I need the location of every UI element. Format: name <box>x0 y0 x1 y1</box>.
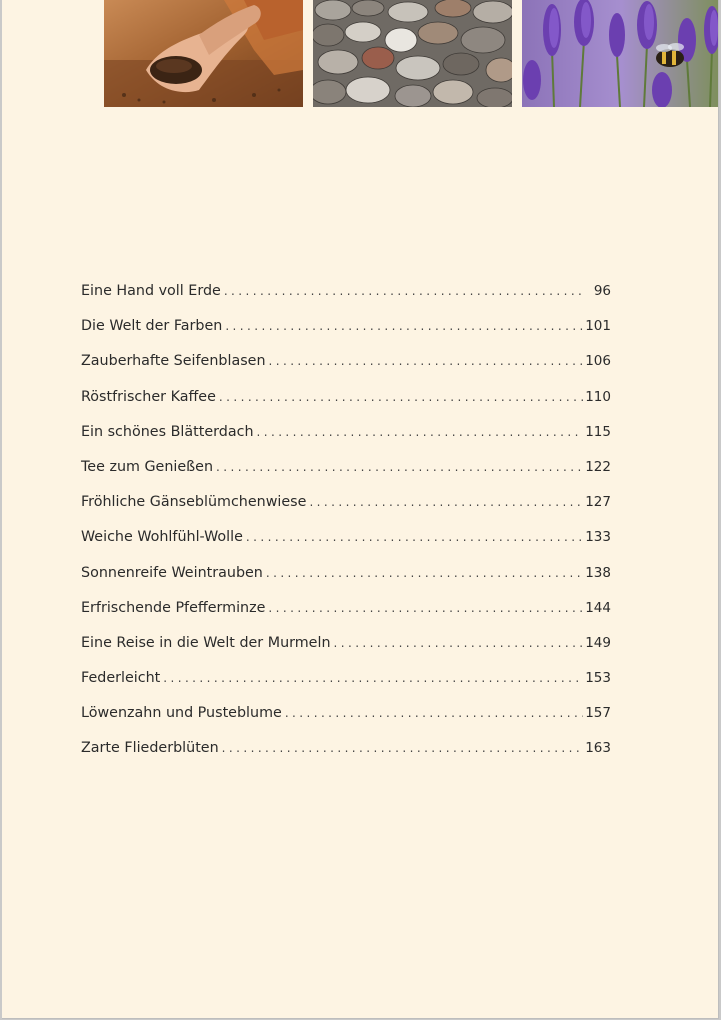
toc-entry-title: Fröhliche Gänseblümchenwiese <box>81 494 307 511</box>
toc-entry-page-number: 138 <box>585 564 611 581</box>
toc-dot-leader <box>266 561 583 585</box>
toc-entry <box>81 455 611 490</box>
toc-dot-leader <box>246 525 583 549</box>
toc-dot-leader <box>163 666 583 690</box>
toc-entry <box>81 596 611 631</box>
toc-entry <box>81 420 611 455</box>
toc-dot-leader <box>225 314 583 338</box>
document-page <box>2 0 719 1019</box>
toc-entry-page-number: 157 <box>585 705 611 722</box>
toc-entry-title: Löwenzahn und Pusteblume <box>81 705 282 722</box>
toc-entry <box>81 701 611 736</box>
photo-hands-with-soil <box>104 0 303 107</box>
toc-dot-leader <box>222 736 583 760</box>
toc-entry <box>81 631 611 666</box>
toc-dot-leader <box>285 701 583 725</box>
toc-entry-page-number: 122 <box>585 458 611 475</box>
toc-entry-page-number: 133 <box>585 529 611 546</box>
toc-entry-title: Sonnenreife Weintrauben <box>81 564 263 581</box>
toc-entry <box>81 314 611 349</box>
toc-entry <box>81 561 611 596</box>
toc-entry-title: Die Welt der Farben <box>81 318 223 335</box>
toc-entry-page-number: 106 <box>585 353 611 370</box>
toc-entry-title: Ein schönes Blätterdach <box>81 423 254 440</box>
toc-entry-page-number: 96 <box>593 283 611 299</box>
toc-entry-title: Eine Hand voll Erde <box>81 283 221 299</box>
toc-dot-leader <box>219 385 583 409</box>
photo-pebbles <box>313 0 512 107</box>
toc-entry <box>81 525 611 560</box>
toc-entry-page-number: 115 <box>585 423 611 440</box>
toc-entry-page-number: 127 <box>585 494 611 511</box>
toc-dot-leader <box>309 490 583 514</box>
toc-entry-title: Federleicht <box>81 670 161 687</box>
table-of-contents <box>81 279 611 772</box>
toc-entry-title: Erfrischende Pfefferminze <box>81 599 266 616</box>
toc-entry-title: Weiche Wohlfühl-Wolle <box>81 529 243 546</box>
toc-dot-leader <box>216 455 583 479</box>
toc-entry <box>81 490 611 525</box>
toc-entry <box>81 666 611 701</box>
toc-entry-title: Eine Reise in die Welt der Murmeln <box>81 634 331 651</box>
toc-entry <box>81 736 611 771</box>
toc-entry-title: Röstfrischer Kaffee <box>81 388 216 405</box>
photo-lavender-with-bee <box>522 0 719 107</box>
toc-entry-page-number: 110 <box>585 388 611 405</box>
toc-entry-title: Zauberhafte Seifenblasen <box>81 353 266 370</box>
toc-dot-leader <box>257 420 583 444</box>
toc-entry <box>81 279 611 314</box>
toc-entry-page-number: 144 <box>585 599 611 616</box>
toc-entry-page-number: 163 <box>585 740 611 757</box>
toc-dot-leader <box>269 349 583 373</box>
toc-entry-title: Zarte Fliederblüten <box>81 740 219 757</box>
toc-entry-page-number: 153 <box>585 670 611 687</box>
toc-dot-leader <box>224 279 583 303</box>
toc-entry-title: Tee zum Genießen <box>81 458 214 475</box>
toc-dot-leader <box>268 596 583 620</box>
toc-entry <box>81 349 611 384</box>
toc-entry-page-number: 101 <box>585 318 611 335</box>
toc-entry <box>81 385 611 420</box>
toc-dot-leader <box>334 631 583 655</box>
toc-entry-page-number: 149 <box>585 634 611 651</box>
